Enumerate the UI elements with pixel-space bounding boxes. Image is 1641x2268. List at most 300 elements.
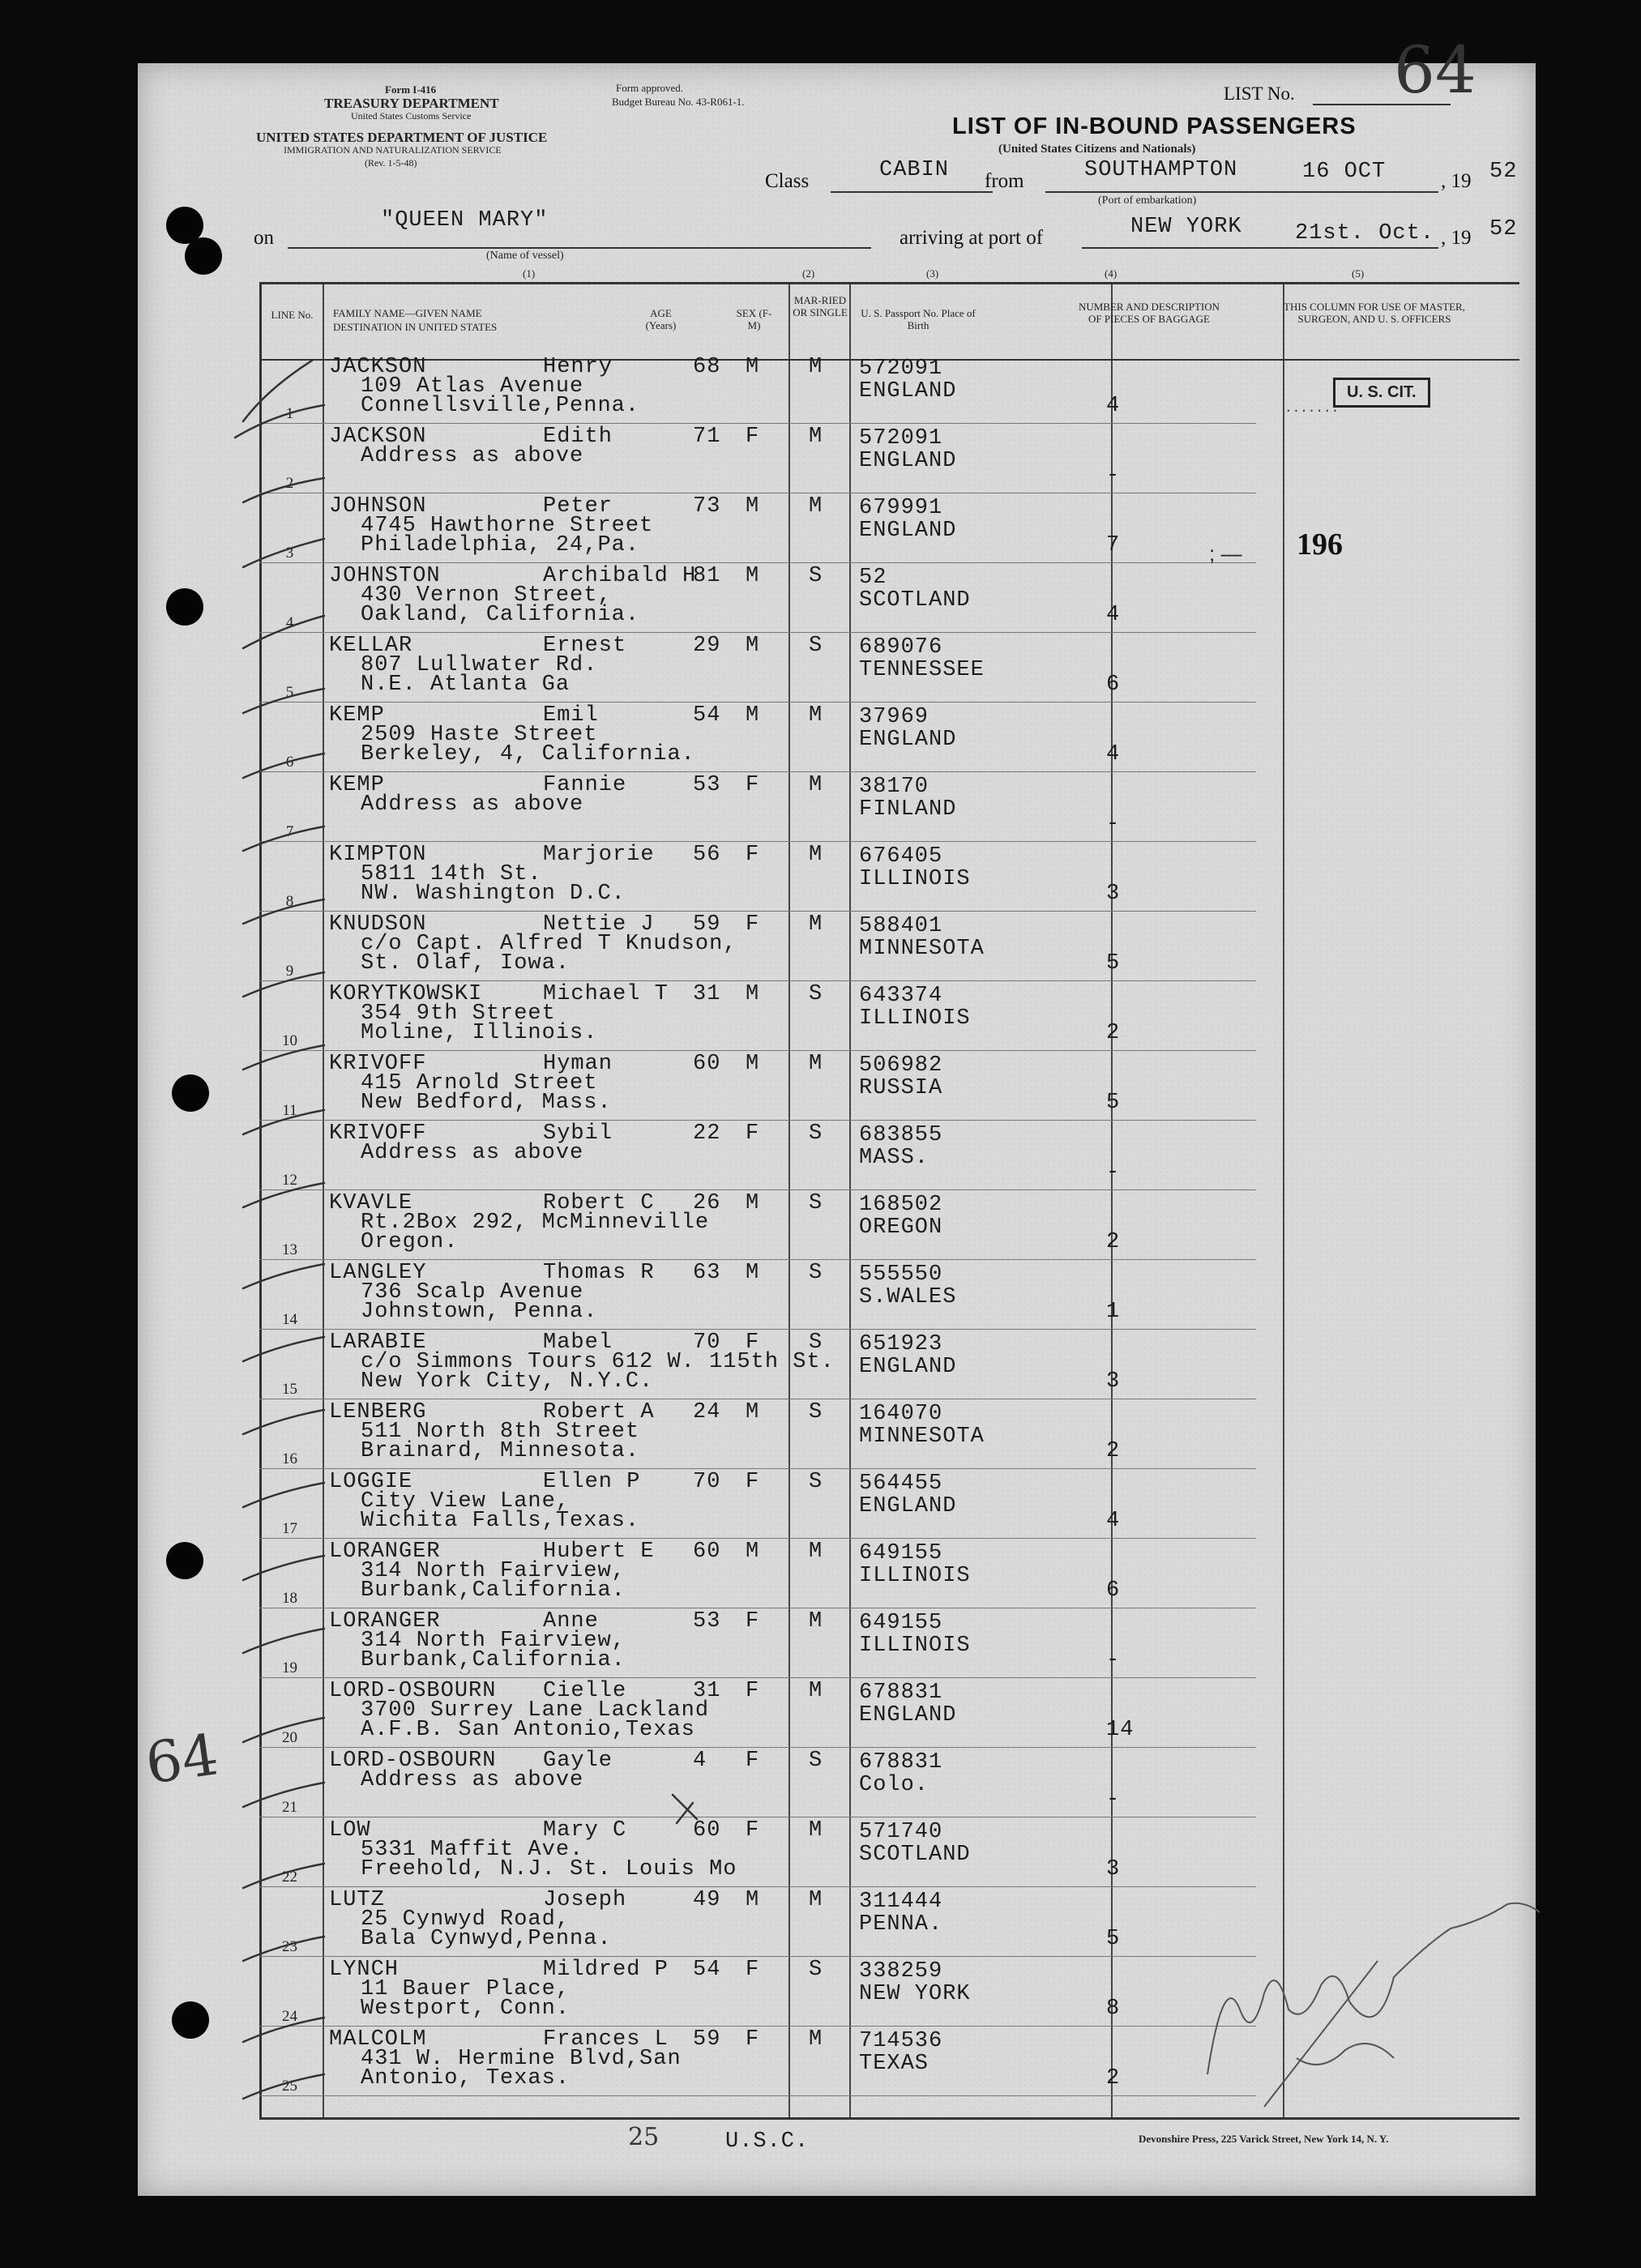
surname: JOHNSON bbox=[329, 494, 427, 519]
col-officers: THIS COLUMN FOR USE OF MASTER, SURGEON, AND U. S. OFFICERS bbox=[1284, 301, 1465, 325]
line-number: 15 bbox=[282, 1381, 297, 1398]
baggage-count: - bbox=[1106, 1160, 1121, 1185]
col-age: AGE (Years) bbox=[645, 307, 677, 331]
sex: F bbox=[746, 1958, 760, 1982]
given-name: Robert C bbox=[543, 1191, 655, 1215]
surname: LORD-OSBOURN bbox=[329, 1679, 497, 1703]
address-line-2: N.E. Atlanta Ga bbox=[361, 673, 571, 697]
age: 24 bbox=[693, 1400, 721, 1424]
ins-service: IMMIGRATION AND NATURALIZATION SERVICE bbox=[284, 144, 502, 156]
passport-number: 572091 bbox=[859, 357, 943, 381]
from-label: from bbox=[985, 170, 1024, 192]
passport-number: 37969 bbox=[859, 705, 929, 729]
address-line-1: 511 North 8th Street bbox=[361, 1420, 640, 1444]
passport-number: 649155 bbox=[859, 1541, 943, 1565]
justice-dept: UNITED STATES DEPARTMENT OF JUSTICE bbox=[256, 130, 548, 145]
baggage-count: - bbox=[1106, 812, 1121, 836]
port-of-embarkation: SOUTHAMPTON bbox=[1084, 158, 1238, 182]
passport-number: 338259 bbox=[859, 1959, 943, 1984]
surname: LOGGIE bbox=[329, 1470, 413, 1494]
sex: F bbox=[746, 1749, 760, 1773]
marital-status: M bbox=[809, 494, 823, 519]
address-line-2: Westport, Conn. bbox=[361, 1997, 571, 2021]
sex: M bbox=[746, 634, 760, 658]
passport-number: 572091 bbox=[859, 426, 943, 451]
budget-bureau: Budget Bureau No. 43-R061-1. bbox=[612, 96, 745, 108]
address-line-1: 4745 Hawthorne Street bbox=[361, 514, 654, 538]
surname: LORD-OSBOURN bbox=[329, 1749, 497, 1773]
place-of-birth: ENGLAND bbox=[859, 449, 957, 473]
passport-number: 676405 bbox=[859, 844, 943, 869]
line-number: 22 bbox=[282, 1869, 297, 1886]
list-no-label: LIST No. bbox=[1224, 83, 1295, 104]
sex: F bbox=[746, 843, 760, 867]
address-line-1: Rt.2Box 292, McMinneville bbox=[361, 1211, 710, 1235]
marital-status: M bbox=[809, 843, 823, 867]
line-number: 18 bbox=[282, 1590, 297, 1607]
line-number: 16 bbox=[282, 1450, 297, 1467]
address-line-1: 354 9th Street bbox=[361, 1002, 556, 1026]
baggage-count: - bbox=[1106, 463, 1121, 488]
sex: M bbox=[746, 494, 760, 519]
address-line-2: Burbank,California. bbox=[361, 1578, 626, 1603]
given-name: Michael T bbox=[543, 982, 669, 1006]
sex: F bbox=[746, 1470, 760, 1494]
passport-number: 164070 bbox=[859, 1402, 943, 1426]
place-of-birth: TENNESSEE bbox=[859, 658, 985, 682]
address-line-2: New Bedford, Mass. bbox=[361, 1091, 612, 1115]
place-of-birth: ENGLAND bbox=[859, 379, 957, 404]
marital-status: M bbox=[809, 1679, 823, 1703]
age: 59 bbox=[693, 2027, 721, 2052]
marital-status: S bbox=[809, 1191, 823, 1215]
address-line-1: 3700 Surrey Lane Lackland bbox=[361, 1698, 710, 1723]
address-line-1: 430 Vernon Street, bbox=[361, 583, 612, 608]
address-line-2: Antonio, Texas. bbox=[361, 2066, 571, 2091]
address-line-1: 807 Lullwater Rd. bbox=[361, 653, 598, 677]
given-name: Sybil bbox=[543, 1121, 613, 1146]
line-number: 21 bbox=[282, 1799, 297, 1816]
passport-number: 643374 bbox=[859, 984, 943, 1008]
port-embark-note: (Port of embarkation) bbox=[1098, 194, 1197, 207]
given-name: Hubert E bbox=[543, 1540, 655, 1564]
place-of-birth: RUSSIA bbox=[859, 1076, 943, 1100]
age: 49 bbox=[693, 1888, 721, 1912]
surname: LORANGER bbox=[329, 1540, 441, 1564]
address-line-1: Address as above bbox=[361, 1768, 584, 1792]
baggage-count: 4 bbox=[1106, 742, 1121, 767]
col-destination: DESTINATION IN UNITED STATES bbox=[333, 321, 498, 333]
sex: M bbox=[746, 1540, 760, 1564]
list-number: 64 bbox=[1394, 32, 1476, 108]
given-name: Marjorie bbox=[543, 843, 655, 867]
place-of-birth: Colo. bbox=[859, 1773, 929, 1797]
baggage-count: 5 bbox=[1106, 951, 1121, 976]
passport-number: 678831 bbox=[859, 1750, 943, 1775]
age: 60 bbox=[693, 1052, 721, 1076]
given-name: Thomas R bbox=[543, 1261, 655, 1285]
surname: KELLAR bbox=[329, 634, 413, 658]
place-of-birth: ENGLAND bbox=[859, 728, 957, 752]
passport-number: 38170 bbox=[859, 775, 929, 799]
baggage-count: 6 bbox=[1106, 673, 1121, 697]
surname: KEMP bbox=[329, 703, 385, 728]
place-of-birth: ILLINOIS bbox=[859, 1634, 971, 1658]
surname: JACKSON bbox=[329, 355, 427, 379]
sex: F bbox=[746, 1818, 760, 1843]
given-name: Robert A bbox=[543, 1400, 655, 1424]
address-line-2: Wichita Falls,Texas. bbox=[361, 1509, 640, 1533]
age: 60 bbox=[693, 1818, 721, 1843]
address-line-2: Brainard, Minnesota. bbox=[361, 1439, 640, 1463]
address-line-1: 11 Bauer Place, bbox=[361, 1977, 571, 2001]
printer-imprint: Devonshire Press, 225 Varick Street, New York 14, N. Y. bbox=[1139, 2133, 1389, 2145]
arrival-port: NEW YORK bbox=[1130, 215, 1242, 239]
sex: M bbox=[746, 1261, 760, 1285]
age: 29 bbox=[693, 634, 721, 658]
line-number: 24 bbox=[282, 2008, 297, 2025]
line-number: 5 bbox=[285, 684, 294, 701]
address-line-1: 25 Cynwyd Road, bbox=[361, 1907, 571, 1932]
address-line-1: City View Lane, bbox=[361, 1489, 571, 1514]
surname: LANGLEY bbox=[329, 1261, 427, 1285]
given-name: Archibald H bbox=[543, 564, 697, 588]
marital-status: M bbox=[809, 425, 823, 449]
address-line-2: Freehold, N.J. St. Louis Mo bbox=[361, 1857, 737, 1881]
address-line-1: 314 North Fairview, bbox=[361, 1559, 626, 1583]
line-number: 8 bbox=[285, 893, 294, 910]
baggage-count: 5 bbox=[1106, 1091, 1121, 1115]
col-num-5: (5) bbox=[1352, 267, 1365, 280]
line-number: 3 bbox=[285, 545, 294, 562]
given-name: Ellen P bbox=[543, 1470, 641, 1494]
sex: F bbox=[746, 912, 760, 937]
address-line-1: 109 Atlas Avenue bbox=[361, 374, 584, 399]
on-label: on bbox=[254, 227, 274, 249]
line-number: 2 bbox=[285, 475, 294, 492]
baggage-count: 1 bbox=[1106, 1300, 1121, 1324]
address-line-1: c/o Simmons Tours 612 W. 115th St. bbox=[361, 1350, 835, 1374]
vessel-note: (Name of vessel) bbox=[486, 250, 564, 262]
age: 26 bbox=[693, 1191, 721, 1215]
passport-number: 311444 bbox=[859, 1890, 943, 1914]
marital-status: S bbox=[809, 1400, 823, 1424]
line-number: 9 bbox=[285, 963, 294, 980]
year-prefix: , 19 bbox=[1441, 170, 1472, 192]
line-number: 19 bbox=[282, 1659, 297, 1676]
place-of-birth: FINLAND bbox=[859, 797, 957, 822]
surname: MALCOLM bbox=[329, 2027, 427, 2052]
document-subtitle: (United States Citizens and Nationals) bbox=[998, 143, 1196, 156]
marital-status: M bbox=[809, 773, 823, 797]
baggage-count: 2 bbox=[1106, 1439, 1121, 1463]
line-number: 20 bbox=[282, 1729, 297, 1746]
marital-status: M bbox=[809, 912, 823, 937]
baggage-count: 14 bbox=[1106, 1718, 1135, 1742]
age: 54 bbox=[693, 1958, 721, 1982]
age: 31 bbox=[693, 982, 721, 1006]
passport-number: 564455 bbox=[859, 1471, 943, 1496]
address-line-2: NW. Washington D.C. bbox=[361, 882, 626, 906]
sex: F bbox=[746, 773, 760, 797]
sex: M bbox=[746, 703, 760, 728]
baggage-count: 3 bbox=[1106, 882, 1121, 906]
passport-number: 651923 bbox=[859, 1332, 943, 1356]
line-number: 7 bbox=[285, 823, 294, 840]
marital-status: S bbox=[809, 1261, 823, 1285]
marital-status: M bbox=[809, 2027, 823, 2052]
address-line-1: 736 Scalp Avenue bbox=[361, 1280, 584, 1305]
surname: LOW bbox=[329, 1818, 371, 1843]
passport-number: 52 bbox=[859, 566, 887, 590]
sex: F bbox=[746, 1679, 760, 1703]
place-of-birth: SCOTLAND bbox=[859, 1843, 971, 1867]
year-prefix: , 19 bbox=[1441, 227, 1472, 249]
surname: LORANGER bbox=[329, 1609, 441, 1634]
document-title: LIST OF IN-BOUND PASSENGERS bbox=[952, 113, 1357, 139]
baggage-count: 2 bbox=[1106, 2066, 1121, 2091]
sex: F bbox=[746, 1330, 760, 1355]
address-line-2: Oakland, California. bbox=[361, 603, 640, 627]
address-line-2: Bala Cynwyd,Penna. bbox=[361, 1927, 612, 1951]
address-line-2: Johnstown, Penna. bbox=[361, 1300, 598, 1324]
given-name: Fannie bbox=[543, 773, 627, 797]
place-of-birth: SCOTLAND bbox=[859, 588, 971, 613]
margin-number: 64 bbox=[141, 1721, 223, 1797]
age: 53 bbox=[693, 1609, 721, 1634]
passport-number: 683855 bbox=[859, 1123, 943, 1147]
us-citizen-stamp: U. S. CIT. bbox=[1333, 378, 1430, 408]
treasury-dept: TREASURY DEPARTMENT bbox=[324, 96, 499, 111]
given-name: Hyman bbox=[543, 1052, 613, 1076]
age: 68 bbox=[693, 355, 721, 379]
given-name: Henry bbox=[543, 355, 613, 379]
baggage-count: 8 bbox=[1106, 1997, 1121, 2021]
given-name: Emil bbox=[543, 703, 599, 728]
passport-number: 678831 bbox=[859, 1681, 943, 1705]
place-of-birth: PENNA. bbox=[859, 1912, 943, 1937]
place-of-birth: MINNESOTA bbox=[859, 1424, 985, 1449]
line-number: 11 bbox=[282, 1102, 297, 1119]
line-number: 17 bbox=[282, 1520, 297, 1537]
marital-status: S bbox=[809, 564, 823, 588]
arrival-year: 52 bbox=[1489, 217, 1518, 241]
class-label: Class bbox=[765, 170, 810, 192]
line-number: 12 bbox=[282, 1172, 297, 1189]
given-name: Edith bbox=[543, 425, 613, 449]
baggage-count: 5 bbox=[1106, 1927, 1121, 1951]
given-name: Mary C bbox=[543, 1818, 627, 1843]
line-number: 4 bbox=[285, 614, 294, 631]
stamp-dots: ....... bbox=[1284, 401, 1340, 416]
baggage-count: - bbox=[1106, 1648, 1121, 1672]
address-line-1: c/o Capt. Alfred T Knudson, bbox=[361, 932, 737, 956]
form-number: Form I-416 bbox=[385, 83, 437, 96]
sex: M bbox=[746, 1191, 760, 1215]
given-name: Frances L bbox=[543, 2027, 669, 2052]
sex: M bbox=[746, 1052, 760, 1076]
baggage-count: 4 bbox=[1106, 603, 1121, 627]
place-of-birth: MINNESOTA bbox=[859, 937, 985, 961]
marital-status: M bbox=[809, 1052, 823, 1076]
passport-number: 679991 bbox=[859, 496, 943, 520]
baggage-count: 2 bbox=[1106, 1230, 1121, 1254]
revision-date: (Rev. 1-5-48) bbox=[365, 157, 417, 169]
passport-number: 588401 bbox=[859, 914, 943, 938]
marital-status: M bbox=[809, 1540, 823, 1564]
footer-count: 25 bbox=[628, 2123, 660, 2151]
age: 81 bbox=[693, 564, 721, 588]
surname: JOHNSTON bbox=[329, 564, 441, 588]
sex: F bbox=[746, 1609, 760, 1634]
given-name: Ernest bbox=[543, 634, 627, 658]
age: 63 bbox=[693, 1261, 721, 1285]
age: 54 bbox=[693, 703, 721, 728]
surname: LARABIE bbox=[329, 1330, 427, 1355]
passport-number: 649155 bbox=[859, 1611, 943, 1635]
address-line-1: 2509 Haste Street bbox=[361, 723, 598, 747]
surname: LYNCH bbox=[329, 1958, 400, 1982]
surname: KRIVOFF bbox=[329, 1121, 427, 1146]
address-line-2: Philadelphia, 24,Pa. bbox=[361, 533, 640, 557]
address-line-2: Connellsville,Penna. bbox=[361, 394, 640, 418]
surname: KNUDSON bbox=[329, 912, 427, 937]
sex: M bbox=[746, 355, 760, 379]
given-name: Cielle bbox=[543, 1679, 627, 1703]
place-of-birth: ENGLAND bbox=[859, 519, 957, 543]
col-num-4: (4) bbox=[1105, 267, 1118, 280]
baggage-count: 4 bbox=[1106, 394, 1121, 418]
age: 70 bbox=[693, 1330, 721, 1355]
col-num-3: (3) bbox=[926, 267, 939, 280]
line-number: 25 bbox=[282, 2078, 297, 2095]
embarkation-year: 52 bbox=[1489, 160, 1518, 184]
marital-status: M bbox=[809, 355, 823, 379]
line-number: 13 bbox=[282, 1241, 297, 1258]
address-line-1: 431 W. Hermine Blvd,San bbox=[361, 2047, 682, 2071]
embarkation-date: 16 OCT bbox=[1302, 160, 1387, 184]
arriving-label: arriving at port of bbox=[900, 227, 1044, 249]
marital-status: M bbox=[809, 1888, 823, 1912]
place-of-birth: ILLINOIS bbox=[859, 1006, 971, 1031]
class-value: CABIN bbox=[879, 158, 950, 182]
surname: KRIVOFF bbox=[329, 1052, 427, 1076]
col-sex: SEX (F-M) bbox=[736, 307, 772, 331]
address-line-2: Moline, Illinois. bbox=[361, 1021, 598, 1045]
address-line-2: New York City, N.Y.C. bbox=[361, 1369, 654, 1394]
given-name: Joseph bbox=[543, 1888, 627, 1912]
address-line-1: 415 Arnold Street bbox=[361, 1071, 598, 1096]
surname: LUTZ bbox=[329, 1888, 385, 1912]
sex: M bbox=[746, 1400, 760, 1424]
col-passport: U. S. Passport No. Place of Birth bbox=[861, 307, 976, 331]
sex: F bbox=[746, 1121, 760, 1146]
passport-number: 689076 bbox=[859, 635, 943, 660]
form-approved: Form approved. bbox=[616, 82, 684, 94]
surname: JACKSON bbox=[329, 425, 427, 449]
given-name: Gayle bbox=[543, 1749, 613, 1773]
line-number: 6 bbox=[285, 754, 294, 771]
line-number: 14 bbox=[282, 1311, 297, 1328]
sex: M bbox=[746, 564, 760, 588]
age: 4 bbox=[693, 1749, 707, 1773]
marital-status: S bbox=[809, 1958, 823, 1982]
age: 71 bbox=[693, 425, 721, 449]
passport-number: 168502 bbox=[859, 1193, 943, 1217]
address-line-1: 5811 14th St. bbox=[361, 862, 542, 886]
line-number: 10 bbox=[282, 1032, 297, 1049]
baggage-count: 6 bbox=[1106, 1578, 1121, 1603]
col-num-2: (2) bbox=[802, 267, 815, 280]
marital-status: S bbox=[809, 1749, 823, 1773]
baggage-count: 3 bbox=[1106, 1369, 1121, 1394]
row3-number: 196 bbox=[1297, 527, 1343, 562]
age: 53 bbox=[693, 773, 721, 797]
col-line-no: LINE No. bbox=[271, 309, 314, 321]
surname: KEMP bbox=[329, 773, 385, 797]
place-of-birth: S.WALES bbox=[859, 1285, 957, 1309]
given-name: Nettie J bbox=[543, 912, 655, 937]
surname: KVAVLE bbox=[329, 1191, 413, 1215]
passport-number: 714536 bbox=[859, 2029, 943, 2053]
arrow-mark: ; — bbox=[1209, 541, 1242, 566]
marital-status: M bbox=[809, 703, 823, 728]
marital-status: S bbox=[809, 1121, 823, 1146]
line-number: 23 bbox=[282, 1938, 297, 1955]
col-num-1: (1) bbox=[523, 267, 536, 280]
passport-number: 571740 bbox=[859, 1820, 943, 1844]
footer-usc: U.S.C. bbox=[725, 2129, 810, 2154]
address-line-1: Address as above bbox=[361, 1141, 584, 1165]
marital-status: S bbox=[809, 1470, 823, 1494]
age: 59 bbox=[693, 912, 721, 937]
sex: F bbox=[746, 2027, 760, 2052]
place-of-birth: ILLINOIS bbox=[859, 867, 971, 891]
age: 22 bbox=[693, 1121, 721, 1146]
address-line-2: A.F.B. San Antonio,Texas bbox=[361, 1718, 695, 1742]
place-of-birth: TEXAS bbox=[859, 2052, 929, 2076]
address-line-1: Address as above bbox=[361, 792, 584, 817]
passport-number: 555550 bbox=[859, 1262, 943, 1287]
surname: KORYTKOWSKI bbox=[329, 982, 483, 1006]
age: 31 bbox=[693, 1679, 721, 1703]
marital-status: M bbox=[809, 1609, 823, 1634]
place-of-birth: MASS. bbox=[859, 1146, 929, 1170]
marital-status: S bbox=[809, 634, 823, 658]
address-line-2: St. Olaf, Iowa. bbox=[361, 951, 571, 976]
marital-status: S bbox=[809, 1330, 823, 1355]
age: 73 bbox=[693, 494, 721, 519]
surname: LENBERG bbox=[329, 1400, 427, 1424]
age: 56 bbox=[693, 843, 721, 867]
address-line-2: Burbank,California. bbox=[361, 1648, 626, 1672]
age: 60 bbox=[693, 1540, 721, 1564]
marital-status: M bbox=[809, 1818, 823, 1843]
baggage-count: - bbox=[1106, 1787, 1121, 1812]
address-line-1: 5331 Maffit Ave. bbox=[361, 1838, 584, 1862]
age: 70 bbox=[693, 1470, 721, 1494]
place-of-birth: ENGLAND bbox=[859, 1703, 957, 1728]
baggage-count: 3 bbox=[1106, 1857, 1121, 1881]
given-name: Peter bbox=[543, 494, 613, 519]
line-number: 1 bbox=[285, 405, 294, 422]
place-of-birth: ILLINOIS bbox=[859, 1564, 971, 1588]
arrival-date: 21st. Oct. bbox=[1295, 221, 1435, 246]
address-line-1: Address as above bbox=[361, 444, 584, 468]
given-name: Anne bbox=[543, 1609, 599, 1634]
col-baggage: NUMBER AND DESCRIPTION OF PIECES OF BAGGAGE bbox=[1078, 301, 1220, 325]
marital-status: S bbox=[809, 982, 823, 1006]
